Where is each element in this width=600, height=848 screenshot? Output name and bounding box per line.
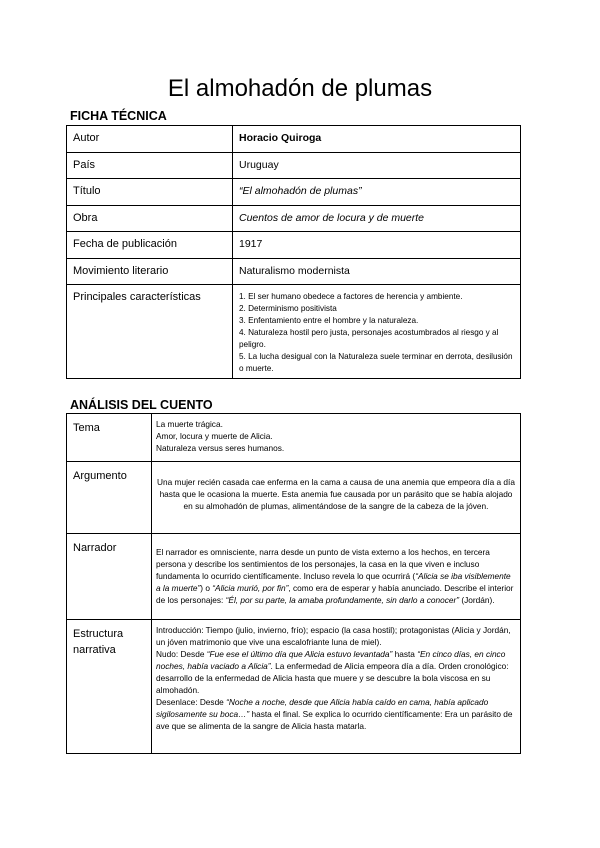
nudo-quote: “Fue ese el último día que Alicia estuvo levantada” xyxy=(206,649,393,659)
caracteristicas-list xyxy=(239,291,514,375)
table-row xyxy=(67,205,521,232)
label-caracteristicas: Principales características xyxy=(67,285,233,379)
label-estructura: Estructura narrativa xyxy=(67,620,152,754)
table-row xyxy=(67,126,521,153)
table-row xyxy=(67,285,521,379)
value-estructura xyxy=(152,620,521,754)
list-item: 5. La lucha desigual con la Naturaleza suele terminar en derrota, desilusión o muerte. xyxy=(239,352,513,373)
table-row xyxy=(67,620,521,754)
label-movimiento: Movimiento literario xyxy=(67,258,233,285)
list-item: 2. Determinismo positivista xyxy=(239,304,337,313)
value-argumento: Una mujer recién casada cae enferma en la cama a causa de una anemia que empeora día a día hasta que le ocasiona la muerte. Esta anemia fue causada por un parásito que se había alojado en su almohadón de plumas, alimentándose de la sangre de la cabeza de la jóven. xyxy=(152,462,521,534)
table-row xyxy=(67,534,521,620)
value-narrador xyxy=(152,534,521,620)
list-item: 4. Naturaleza hostil pero justa, personajes acostumbrados al riesgo y al peligro. xyxy=(239,328,499,349)
analisis-table xyxy=(66,413,521,754)
narrador-text: El narrador es omnisciente, narra desde un punto de vista externo a los hechos, en tercera persona y describe los sentimientos de los personajes, la casa en la que viven e incluso fundamenta lo ocurrido científicamente. Incluso revela lo que ocurrirá ( xyxy=(156,547,490,581)
table-row xyxy=(67,258,521,285)
narrador-quote: “Alicia se iba visiblemente a la muerte” xyxy=(156,571,511,593)
estructura-nudo xyxy=(156,648,516,696)
desenlace-prefix: Desenlace: Desde xyxy=(156,697,224,707)
value-pais: Uruguay xyxy=(233,152,521,179)
table-row xyxy=(67,179,521,206)
label-tema: Tema xyxy=(67,414,152,462)
tema-line: Naturaleza versus seres humanos. xyxy=(156,443,285,453)
label-argumento: Argumento xyxy=(67,462,152,534)
value-autor: Horacio Quiroga xyxy=(233,126,521,153)
ficha-tecnica-table xyxy=(66,125,521,379)
analisis-heading: ANÁLISIS DEL CUENTO xyxy=(70,398,213,412)
desenlace-quote: “Noche a noche, desde que Alicia había caído en cama, había aplicado sigilosamente su boca…” xyxy=(156,697,489,719)
estructura-intro: Introducción: Tiempo (julio, invierno, frío); espacio (la casa hostil); protagonistas (Alicia y Jordán, un jóven matrimonio que vive una escalofriante luna de miel). xyxy=(156,625,511,647)
label-fecha: Fecha de publicación xyxy=(67,232,233,259)
nudo-quote: “En cinco días, en cinco noches, había vaciado a Alicia” xyxy=(156,649,506,671)
label-pais: País xyxy=(67,152,233,179)
tema-line: Amor, locura y muerte de Alicia. xyxy=(156,431,273,441)
value-caracteristicas xyxy=(233,285,521,379)
label-autor: Autor xyxy=(67,126,233,153)
narrador-text: , como era de esperar y había anunciado. Describe el interior de los personajes: xyxy=(156,583,514,605)
document-title: El almohadón de plumas xyxy=(167,75,433,102)
value-movimiento: Naturalismo modernista xyxy=(233,258,521,285)
value-obra: Cuentos de amor de locura y de muerte xyxy=(233,205,521,232)
narrador-text: (Jordán). xyxy=(459,595,495,605)
estructura-desenlace xyxy=(156,696,516,732)
table-row xyxy=(67,414,521,462)
table-row xyxy=(67,232,521,259)
label-obra: Obra xyxy=(67,205,233,232)
list-item: 1. El ser humano obedece a factores de herencia y ambiente. xyxy=(239,292,463,301)
label-narrador: Narrador xyxy=(67,534,152,620)
narrador-text: ) o xyxy=(200,583,210,593)
table-row xyxy=(67,462,521,534)
ficha-tecnica-heading: FICHA TÉCNICA xyxy=(70,109,167,123)
table-row xyxy=(67,152,521,179)
desenlace-rest: hasta el final. Se explica lo ocurrido científicamente: Era un parásito de ave que se alimenta de la sangre de Alicia hasta matarla. xyxy=(156,709,513,731)
nudo-rest: . La enfermedad de Alicia empeora día a día. Orden cronológico: desarrollo de la enfermedad de Alicia hasta que muere y se descubre la bola viscosa en su almohadón. xyxy=(156,661,509,695)
value-tema xyxy=(152,414,521,462)
label-titulo: Título xyxy=(67,179,233,206)
narrador-quote: “Él, por su parte, la amaba profundamente, sin darlo a conocer” xyxy=(225,595,460,605)
nudo-prefix: Nudo: Desde xyxy=(156,649,205,659)
value-fecha: 1917 xyxy=(233,232,521,259)
list-item: 3. Enfentamiento entre el hombre y la naturaleza. xyxy=(239,316,419,325)
tema-line: La muerte trágica. xyxy=(156,419,223,429)
value-titulo: “El almohadón de plumas” xyxy=(233,179,521,206)
nudo-mid: hasta xyxy=(392,649,415,659)
narrador-quote: “Alicia murió, por fin” xyxy=(212,583,289,593)
